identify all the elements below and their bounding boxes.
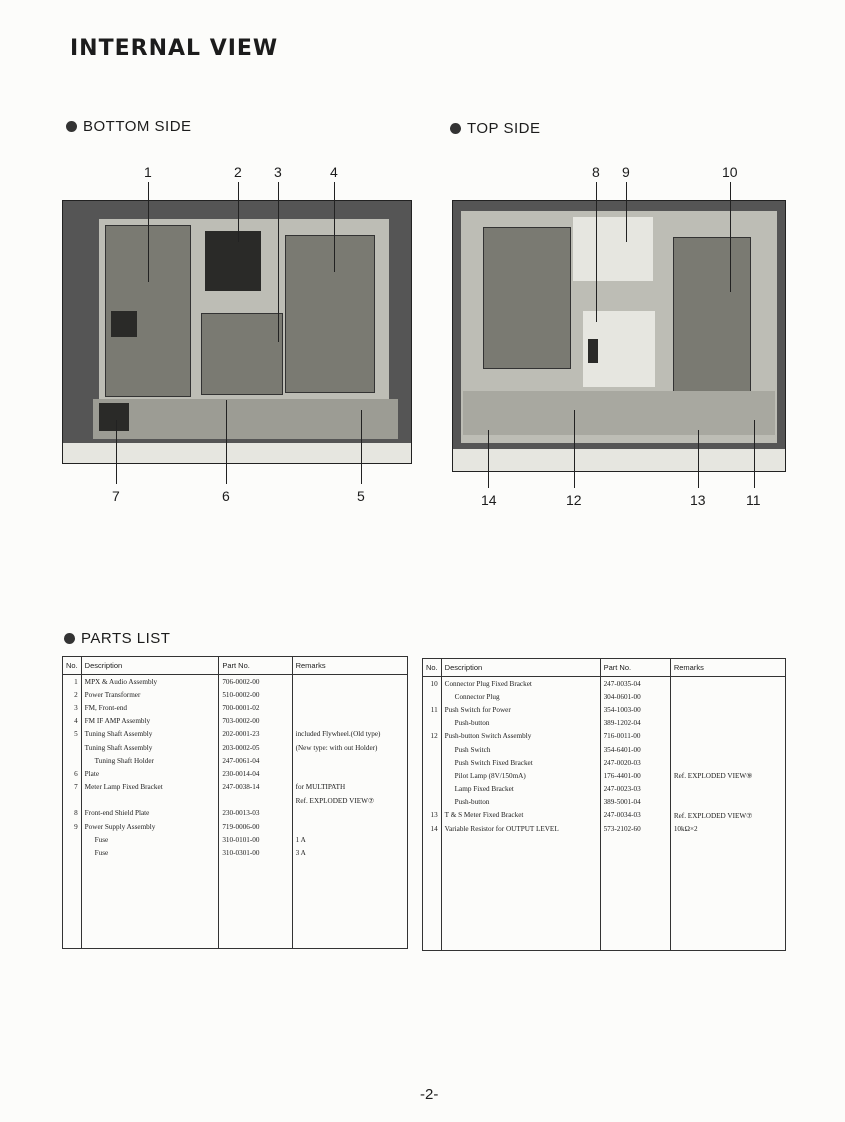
leader-line bbox=[226, 400, 227, 484]
leader-line bbox=[116, 420, 117, 484]
cell-remarks: (New type: with out Holder) bbox=[295, 743, 378, 752]
cell-description: Push-button Switch Assembly bbox=[444, 732, 532, 741]
leader-line bbox=[238, 182, 239, 242]
cell-description: Power Transformer bbox=[84, 690, 141, 699]
leader-line bbox=[361, 410, 362, 484]
cell-part-no: 389-1202-04 bbox=[603, 719, 641, 728]
cell-description: FM, Front-end bbox=[84, 703, 128, 712]
callout-13: 13 bbox=[690, 492, 706, 508]
callout-3: 3 bbox=[274, 164, 282, 180]
cell-description: Push-button bbox=[454, 719, 490, 728]
cell-description: T & S Meter Fixed Bracket bbox=[444, 811, 524, 820]
table-row bbox=[63, 688, 408, 701]
leader-line bbox=[626, 182, 627, 242]
cell-no: 4 bbox=[74, 717, 78, 726]
table-filler-row bbox=[423, 835, 786, 950]
cell-remarks: Ref. EXPLODED VIEW⑦ bbox=[295, 796, 375, 805]
cell-part-no: 354-6401-00 bbox=[603, 745, 641, 754]
cell-part-no: 719-0006-00 bbox=[222, 822, 260, 831]
bullet-icon bbox=[64, 633, 75, 644]
cell-no: 11 bbox=[430, 705, 438, 714]
cell-part-no: 716-0011-00 bbox=[603, 732, 641, 741]
cell-part-no: 389-5001-04 bbox=[603, 798, 641, 807]
cell-no: 12 bbox=[430, 732, 438, 741]
cell-description: Tuning Shaft Assembly bbox=[84, 730, 153, 739]
cell-part-no: 700-0001-02 bbox=[222, 703, 260, 712]
table-filler-row bbox=[63, 860, 408, 949]
table-header bbox=[423, 659, 786, 677]
leader-line bbox=[278, 182, 279, 342]
bullet-icon bbox=[66, 121, 77, 132]
cell-part-no: 247-0020-03 bbox=[603, 758, 641, 767]
callout-12: 12 bbox=[566, 492, 582, 508]
leader-line bbox=[148, 182, 149, 282]
bottom-side-photo bbox=[62, 200, 412, 464]
col-no: No. bbox=[63, 657, 82, 675]
leader-line bbox=[574, 410, 575, 488]
cell-remarks: 10kΩ×2 bbox=[673, 824, 698, 833]
col-no: No. bbox=[423, 659, 442, 677]
cell-part-no: 310-0301-00 bbox=[222, 849, 260, 858]
parts-table-right-body bbox=[423, 677, 786, 951]
cell-no: 8 bbox=[74, 809, 78, 818]
table-row bbox=[63, 781, 408, 794]
cell-part-no: 247-0035-04 bbox=[603, 679, 641, 688]
callout-8: 8 bbox=[592, 164, 600, 180]
cell-description: Push Switch bbox=[454, 745, 491, 754]
table-row bbox=[63, 767, 408, 780]
cell-description: Tuning Shaft Holder bbox=[94, 756, 154, 765]
col-part-no: Part No. bbox=[219, 657, 292, 675]
table-row bbox=[63, 846, 408, 859]
cell-description: Connector Plug bbox=[454, 692, 500, 701]
cell-remarks: for MULTIPATH bbox=[295, 783, 346, 792]
cell-description: Variable Resistor for OUTPUT LEVEL bbox=[444, 824, 559, 833]
callout-11: 11 bbox=[746, 492, 761, 508]
table-row bbox=[63, 807, 408, 820]
cell-part-no: 573-2102-60 bbox=[603, 824, 641, 833]
parts-list-label: PARTS LIST bbox=[81, 630, 171, 647]
col-remarks: Remarks bbox=[292, 657, 407, 675]
table-row bbox=[63, 833, 408, 846]
callout-2: 2 bbox=[234, 164, 242, 180]
cell-part-no: 354-1003-00 bbox=[603, 705, 641, 714]
table-row bbox=[423, 756, 786, 769]
cell-part-no: 247-0034-03 bbox=[603, 811, 641, 820]
cell-no: 13 bbox=[430, 811, 438, 820]
cell-part-no: 247-0038-14 bbox=[222, 783, 260, 792]
cell-part-no: 247-0061-04 bbox=[222, 756, 260, 765]
col-remarks: Remarks bbox=[670, 659, 785, 677]
cell-description: Tuning Shaft Assembly bbox=[84, 743, 153, 752]
cell-description: Front-end Shield Plate bbox=[84, 809, 150, 818]
table-row bbox=[423, 796, 786, 809]
bottom-side-heading bbox=[66, 118, 192, 135]
leader-line bbox=[596, 182, 597, 322]
table-row bbox=[63, 754, 408, 767]
parts-table-left bbox=[62, 656, 408, 949]
cell-part-no: 230-0013-03 bbox=[222, 809, 260, 818]
top-side-heading bbox=[450, 120, 540, 137]
leader-line bbox=[698, 430, 699, 488]
parts-table-left-body bbox=[63, 675, 408, 949]
cell-part-no: 203-0002-05 bbox=[222, 743, 260, 752]
cell-description: FM IF AMP Assembly bbox=[84, 717, 151, 726]
table-row bbox=[423, 703, 786, 716]
leader-line bbox=[334, 182, 335, 272]
cell-no: 7 bbox=[74, 783, 78, 792]
callout-1: 1 bbox=[144, 164, 152, 180]
cell-part-no: 706-0002-00 bbox=[222, 677, 260, 686]
table-row bbox=[423, 690, 786, 703]
cell-description: Push Switch Fixed Bracket bbox=[454, 758, 533, 767]
table-row bbox=[63, 675, 408, 689]
table-row bbox=[63, 820, 408, 833]
cell-no: 9 bbox=[74, 822, 78, 831]
cell-description: Push Switch for Power bbox=[444, 705, 511, 714]
col-description: Description bbox=[81, 657, 219, 675]
cell-remarks: Ref. EXPLODED VIEW⑨ bbox=[673, 772, 753, 781]
cell-part-no: 510-0002-00 bbox=[222, 690, 260, 699]
cell-description: Plate bbox=[84, 769, 100, 778]
cell-description: Lamp Fixed Bracket bbox=[454, 785, 514, 794]
bottom-side-label: BOTTOM SIDE bbox=[83, 118, 192, 135]
callout-4: 4 bbox=[330, 164, 338, 180]
cell-part-no: 247-0023-03 bbox=[603, 785, 641, 794]
cell-part-no: 304-0601-00 bbox=[603, 692, 641, 701]
cell-no: 3 bbox=[74, 703, 78, 712]
table-row bbox=[63, 701, 408, 714]
cell-no: 14 bbox=[430, 824, 438, 833]
bullet-icon bbox=[450, 123, 461, 134]
cell-remarks: 1 A bbox=[295, 835, 306, 844]
table-row bbox=[423, 743, 786, 756]
leader-line bbox=[488, 430, 489, 488]
cell-description: Connector Plug Fixed Bracket bbox=[444, 679, 532, 688]
cell-no: 6 bbox=[74, 769, 78, 778]
callout-6: 6 bbox=[222, 488, 230, 504]
table-row bbox=[63, 741, 408, 754]
table-row bbox=[423, 730, 786, 743]
callout-7: 7 bbox=[112, 488, 120, 504]
cell-description: Push-button bbox=[454, 798, 490, 807]
cell-description: Fuse bbox=[94, 849, 109, 858]
cell-part-no: 202-0001-23 bbox=[222, 730, 260, 739]
cell-no: 10 bbox=[430, 679, 438, 688]
table-row bbox=[423, 769, 786, 782]
callout-10: 10 bbox=[722, 164, 738, 180]
table-row bbox=[423, 677, 786, 691]
cell-remarks: included Flywheel.(Old type) bbox=[295, 730, 381, 739]
cell-no: 2 bbox=[74, 690, 78, 699]
table-row bbox=[423, 717, 786, 730]
callout-5: 5 bbox=[357, 488, 365, 504]
table-header bbox=[63, 657, 408, 675]
cell-description: Fuse bbox=[94, 835, 109, 844]
callout-9: 9 bbox=[622, 164, 630, 180]
cell-no: 1 bbox=[74, 677, 78, 686]
table-row bbox=[423, 809, 786, 822]
cell-remarks: Ref. EXPLODED VIEW⑦ bbox=[673, 811, 753, 820]
table-row bbox=[423, 783, 786, 796]
page-title: INTERNAL VIEW bbox=[70, 36, 279, 61]
parts-table-right bbox=[422, 658, 786, 951]
page-number: -2- bbox=[420, 1086, 439, 1103]
cell-part-no: 703-0002-00 bbox=[222, 717, 260, 726]
top-side-label: TOP SIDE bbox=[467, 120, 541, 137]
table-row bbox=[63, 715, 408, 728]
table-row bbox=[423, 822, 786, 835]
cell-no: 5 bbox=[74, 730, 78, 739]
table-row bbox=[63, 728, 408, 741]
callout-14: 14 bbox=[481, 492, 497, 508]
table-row bbox=[63, 794, 408, 807]
col-description: Description bbox=[441, 659, 600, 677]
parts-list-heading bbox=[64, 630, 170, 647]
cell-part-no: 176-4401-00 bbox=[603, 771, 641, 780]
cell-remarks: 3 A bbox=[295, 849, 306, 858]
leader-line bbox=[730, 182, 731, 292]
cell-description: MPX & Audio Assembly bbox=[84, 677, 158, 686]
cell-description: Pilot Lamp (8V/150mA) bbox=[454, 771, 526, 780]
cell-description: Meter Lamp Fixed Bracket bbox=[84, 783, 163, 792]
leader-line bbox=[754, 420, 755, 488]
cell-description: Power Supply Assembly bbox=[84, 822, 156, 831]
top-side-photo bbox=[452, 200, 786, 472]
cell-part-no: 310-0101-00 bbox=[222, 835, 260, 844]
col-part-no: Part No. bbox=[600, 659, 670, 677]
cell-part-no: 230-0014-04 bbox=[222, 769, 260, 778]
